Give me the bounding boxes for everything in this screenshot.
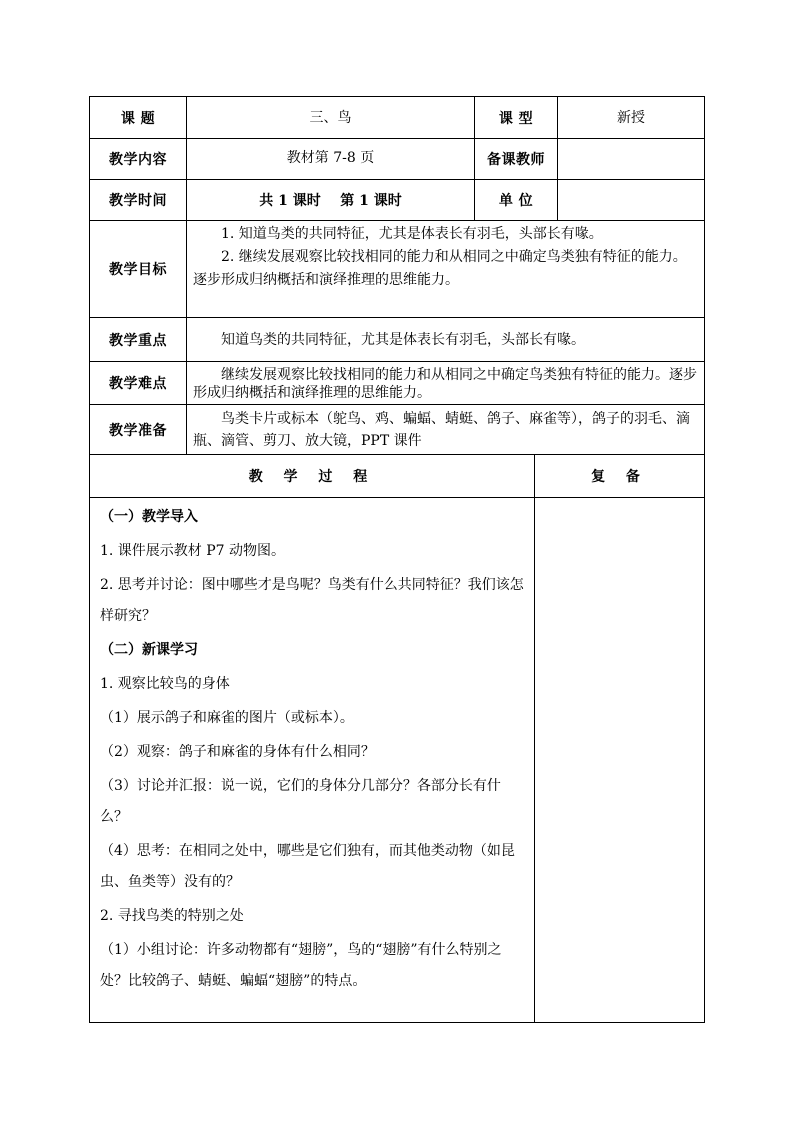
process-line: （一）教学导入 [100,509,198,525]
focus-text [187,318,705,362]
process-line: （二）新课学习 [100,642,198,658]
prep-text [187,405,705,455]
row-time [90,180,705,221]
difficulty-text [187,362,705,405]
goals-text [187,221,705,318]
review-body [535,498,705,1023]
content-label: 教学内容 [90,139,187,180]
prep-line: 鸟类卡片或标本（鸵鸟、鸡、蝙蝠、蜻蜓、鸽子、麻雀等），鸽子的羽毛、滴瓶、滴管、剪刀、放大镜，PPT 课件 [193,410,690,449]
row-focus [90,318,705,362]
process-line: 1. 观察比较鸟的身体 [100,676,230,692]
time-value: 共 1 课时 第 1 课时 [187,180,475,221]
row-content [90,139,705,180]
row-goals [90,221,705,318]
row-topic [90,97,705,139]
teacher-value [558,139,705,180]
goal-line-2: 2. 继续发展观察比较找相同的能力和从相同之中确定鸟类独有特征的能力。逐步形成归纳概括和演绎推理的思维能力。 [193,249,687,288]
goal-line-1: 1. 知道鸟类的共同特征，尤其是体表长有羽毛，头部长有喙。 [221,226,603,242]
process-line: 2. 寻找鸟类的特别之处 [100,908,244,924]
row-difficulty [90,362,705,405]
unit-label: 单 位 [475,180,558,221]
process-line: 1. 课件展示教材 P7 动物图。 [100,543,286,559]
type-value: 新授 [558,97,705,139]
type-label: 课 型 [475,97,558,139]
lesson-plan-table [89,96,705,1023]
prep-label: 教学准备 [90,405,187,455]
difficulty-line: 继续发展观察比较找相同的能力和从相同之中确定鸟类独有特征的能力。逐步形成归纳概括和演绎推理的思维能力。 [193,367,697,401]
process-line: （3）讨论并汇报：说一说，它们的身体分几部分？各部分长有什么？ [100,778,501,825]
process-line: （1）展示鸽子和麻雀的图片（或标本）。 [100,710,354,726]
process-body [90,498,535,1023]
process-line: （4）思考：在相同之处中，哪些是它们独有，而其他类动物（如昆虫、鱼类等）没有的？ [100,843,515,890]
process-line: （1）小组讨论：许多动物都有“翅膀”，鸟的“翅膀”有什么特别之处？比较鸽子、蜻蜓、蝙蝠“翅膀”的特点。 [100,942,502,989]
topic-value: 三、鸟 [187,97,475,139]
content-value: 教材第 7-8 页 [187,139,475,180]
teacher-label: 备课教师 [475,139,558,180]
goals-label: 教学目标 [90,221,187,318]
difficulty-label: 教学难点 [90,362,187,405]
row-process-header [90,455,705,498]
topic-label: 课 题 [90,97,187,139]
review-heading: 复 备 [535,455,705,498]
focus-line: 知道鸟类的共同特征，尤其是体表长有羽毛，头部长有喙。 [221,331,585,348]
process-line: 2. 思考并讨论：图中哪些才是鸟呢？鸟类有什么共同特征？我们该怎样研究？ [100,577,524,624]
row-process-body [90,498,705,1023]
process-line: （2）观察：鸽子和麻雀的身体有什么相同？ [100,744,375,760]
time-label: 教学时间 [90,180,187,221]
unit-value [558,180,705,221]
focus-label: 教学重点 [90,318,187,362]
process-heading: 教 学 过 程 [90,455,535,498]
row-prep [90,405,705,455]
